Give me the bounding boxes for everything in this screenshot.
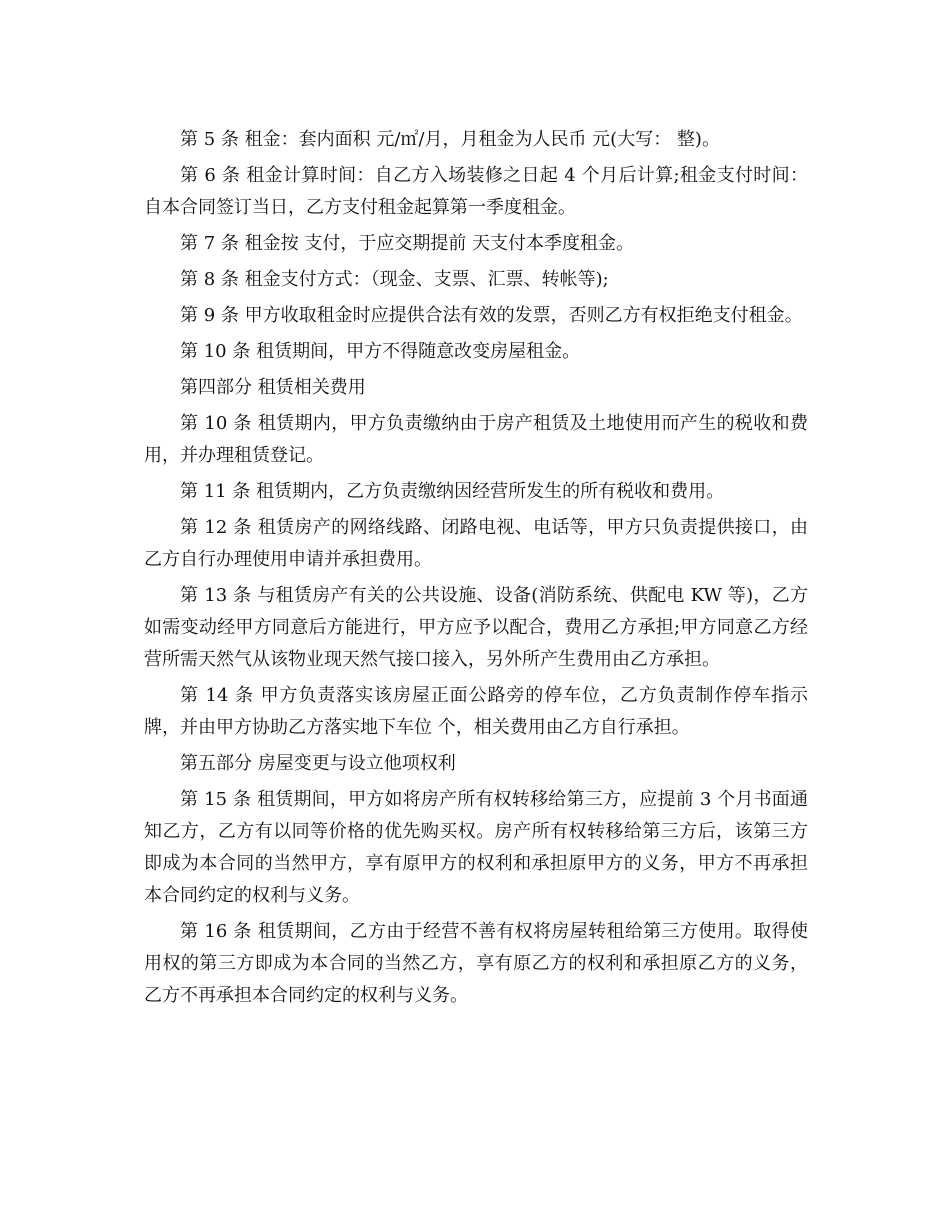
section-heading-part-4: 第四部分 租赁相关费用 — [180, 377, 366, 398]
clause-15: 第 15 条 租赁期间，甲方如将房产所有权转移给第三方，应提前 3 个月书面通知乙方，乙方有以同等价格的优先购买权。房产所有权转移给第三方后，该第三方即成为本合同的当然甲方，享有原甲方的权利和承担原甲方的义务，甲方不再承担本合同约定的权利与义务。 — [144, 789, 808, 906]
document-page — [144, 124, 808, 1016]
clause-6: 第 6 条 租金计算时间：自乙方入场装修之日起 4 个月后计算;租金支付时间：自本合同签订当日，乙方支付租金起算第一季度租金。 — [144, 165, 808, 218]
clause-8: 第 8 条 租金支付方式：（现金、支票、汇票、转帐等); — [180, 269, 609, 290]
clause-10-fees: 第 10 条 租赁期内，甲方负责缴纳由于房产租赁及土地使用而产生的税收和费用，并办理租赁登记。 — [144, 413, 808, 466]
section-heading-part-5: 第五部分 房屋变更与设立他项权利 — [180, 753, 456, 774]
clause-16: 第 16 条 租赁期间，乙方由于经营不善有权将房屋转租给第三方使用。取得使用权的第三方即成为本合同的当然乙方，享有原乙方的权利和承担原乙方的义务，乙方不再承担本合同约定的权利与义务。 — [144, 921, 808, 1006]
clause-11: 第 11 条 租赁期内，乙方负责缴纳因经营所发生的所有税收和费用。 — [180, 481, 725, 502]
clause-12: 第 12 条 租赁房产的网络线路、闭路电视、电话等，甲方只负责提供接口，由乙方自行办理使用申请并承担费用。 — [144, 517, 808, 570]
clause-13: 第 13 条 与租赁房产有关的公共设施、设备(消防系统、供配电 KW 等)，乙方如需变动经甲方同意后方能进行，甲方应予以配合，费用乙方承担;甲方同意乙方经营所需天然气从该物业现天然气接口接入，另外所产生费用由乙方承担。 — [144, 585, 808, 670]
clause-5: 第 5 条 租金：套内面积 元/㎡/月，月租金为人民币 元(大写： 整)。 — [180, 129, 720, 150]
clause-10-rent: 第 10 条 租赁期间，甲方不得随意改变房屋租金。 — [180, 341, 581, 362]
clause-7: 第 7 条 租金按 支付，于应交期提前 天支付本季度租金。 — [180, 233, 635, 254]
clause-9: 第 9 条 甲方收取租金时应提供合法有效的发票，否则乙方有权拒绝支付租金。 — [180, 305, 803, 326]
clause-14: 第 14 条 甲方负责落实该房屋正面公路旁的停车位，乙方负责制作停车指示牌，并由甲方协助乙方落实地下车位 个，相关费用由乙方自行承担。 — [144, 685, 808, 738]
